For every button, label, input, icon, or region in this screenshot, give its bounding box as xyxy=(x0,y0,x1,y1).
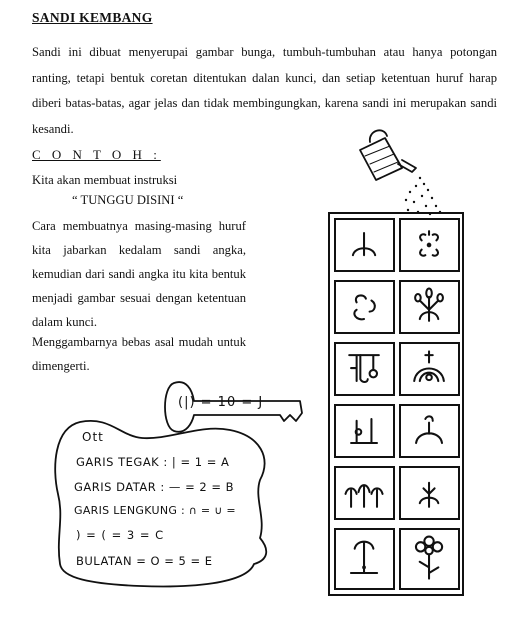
cipher-cell-5-2 xyxy=(399,466,460,520)
cipher-symbol-d xyxy=(336,406,393,456)
cipher-symbol-n2 xyxy=(336,530,393,588)
cipher-symbol-t xyxy=(336,220,393,270)
note-line-2: GARIS TEGAK : | = 1 = A xyxy=(76,455,230,469)
intro-paragraph: Sandi ini dibuat menyerupai gambar bunga, tumbuh-tumbuhan atau hanya potongan ranting, tetapi bentuk coretan ditentukan dalan kunci, dan setiap ketentuan huruf harap diberi batas-batas, agar jelas dan tidak membingungkan, karena sandi ini merupakan sandi kesandi. xyxy=(32,45,497,136)
page-title: SANDI KEMBANG xyxy=(32,10,153,25)
cipher-symbol-u xyxy=(401,220,458,270)
cipher-symbol-i2 xyxy=(401,468,458,518)
note-line-6: BULATAN = O = 5 = E xyxy=(76,554,213,568)
cipher-symbol-n xyxy=(336,282,393,332)
key-tag-text: (|) = 10 = J xyxy=(178,395,264,410)
cipher-cell-1-2 xyxy=(399,218,460,272)
cipher-cell-2-1 xyxy=(334,280,395,334)
note-line-5: ) = ( = 3 = C xyxy=(76,528,165,542)
method-paragraph: Cara membuatnya masing-masing huruf kita jabarkan kedalam sandi angka, kemudian dari sandi angka itu kita bentuk menjadi gambar sesuai dengan ketentuan dalam kunci. xyxy=(32,219,246,329)
note-line-3: GARIS DATAR : — = 2 = B xyxy=(74,480,235,494)
cipher-symbol-u2 xyxy=(401,344,458,394)
example-heading: C O N T O H : xyxy=(32,147,161,162)
cipher-symbol-i3 xyxy=(401,530,458,588)
cipher-cell-3-1 xyxy=(334,342,395,396)
cipher-cell-1-1 xyxy=(334,218,395,272)
cipher-cell-2-2 xyxy=(399,280,460,334)
cipher-symbol-i xyxy=(401,406,458,456)
note-line-4: GARIS LENGKUNG : ∩ = ∪ = xyxy=(74,504,236,517)
drawing-paragraph: Menggambarnya bebas asal mudah untuk dimengerti. xyxy=(32,335,246,373)
cipher-cell-4-1 xyxy=(334,404,395,458)
cipher-symbol-g2 xyxy=(336,344,393,394)
cipher-cell-4-2 xyxy=(399,404,460,458)
cipher-grid xyxy=(328,212,464,596)
quoted-phrase: “ TUNGGU DISINI “ xyxy=(72,193,184,207)
cipher-symbol-g xyxy=(401,282,458,332)
cipher-cell-5-1 xyxy=(334,466,395,520)
cipher-cell-3-2 xyxy=(399,342,460,396)
cipher-cell-6-1 xyxy=(334,528,395,590)
instruction-line: Kita akan membuat instruksi xyxy=(32,173,178,187)
cipher-cell-6-2 xyxy=(399,528,460,590)
cipher-symbol-s xyxy=(336,468,393,518)
watering-can-icon xyxy=(340,128,450,218)
note-line-1: Ott xyxy=(82,430,104,444)
